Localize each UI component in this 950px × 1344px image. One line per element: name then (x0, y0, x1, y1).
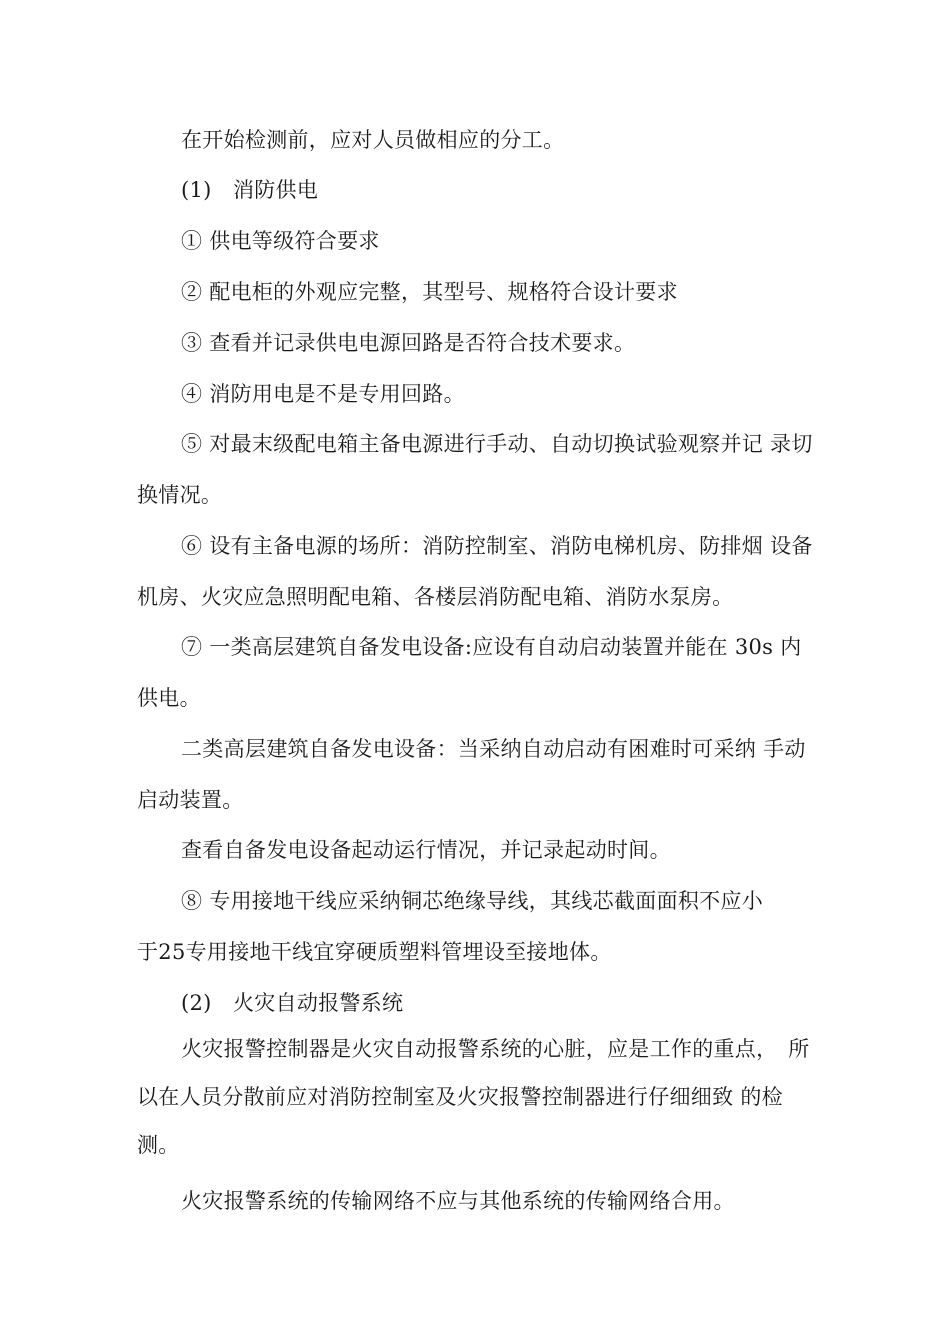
paragraph-line: 测。 (137, 1133, 180, 1157)
paragraph-line: 以在人员分散前应对消防控制室及火灾报警控制器进行仔细细致 的检 (137, 1085, 783, 1109)
section-heading: (1) 消防供电 (181, 178, 319, 202)
paragraph-line: 于25专用接地干线宜穿硬质塑料管埋设至接地体。 (137, 940, 612, 964)
paragraph-line: 机房、火灾应急照明配电箱、各楼层消防配电箱、消防水泵房。 (137, 585, 734, 609)
list-item: ⑧ 专用接地干线应采纳铜芯绝缘导线，其线芯截面面积不应小 (181, 889, 764, 913)
section-heading: (2) 火灾自动报警系统 (181, 991, 404, 1015)
list-item: ① 供电等级符合要求 (181, 229, 380, 253)
list-item: ③ 查看并记录供电电源回路是否符合技术要求。 (181, 331, 636, 355)
paragraph-line: 二类高层建筑自备发电设备：当采纳自动启动有困难时可采纳 手动 (181, 737, 806, 761)
list-item: ④ 消防用电是不是专用回路。 (181, 382, 465, 406)
paragraph-line: 火灾报警系统的传输网络不应与其他系统的传输网络合用。 (181, 1189, 735, 1213)
paragraph-line: 火灾报警控制器是火灾自动报警系统的心脏，应是工作的重点， 所 (181, 1037, 810, 1061)
list-item: ⑦ 一类高层建筑自备发电设备:应设有自动启动装置并能在 30s 内 (181, 635, 802, 659)
list-item: ⑤ 对最末级配电箱主备电源进行手动、自动切换试验观察并记 录切 (181, 432, 813, 456)
paragraph-line: 查看自备发电设备起动运行情况，并记录起动时间。 (181, 838, 671, 862)
list-item: ⑥ 设有主备电源的场所：消防控制室、消防电梯机房、防排烟 设备 (181, 534, 813, 558)
paragraph-line: 供电。 (137, 686, 201, 710)
paragraph-line: 换情况。 (137, 483, 223, 507)
paragraph-line: 在开始检测前，应对人员做相应的分工。 (181, 128, 565, 152)
paragraph-line: 启动装置。 (137, 788, 244, 812)
list-item: ② 配电柜的外观应完整，其型号、规格符合设计要求 (181, 280, 678, 304)
